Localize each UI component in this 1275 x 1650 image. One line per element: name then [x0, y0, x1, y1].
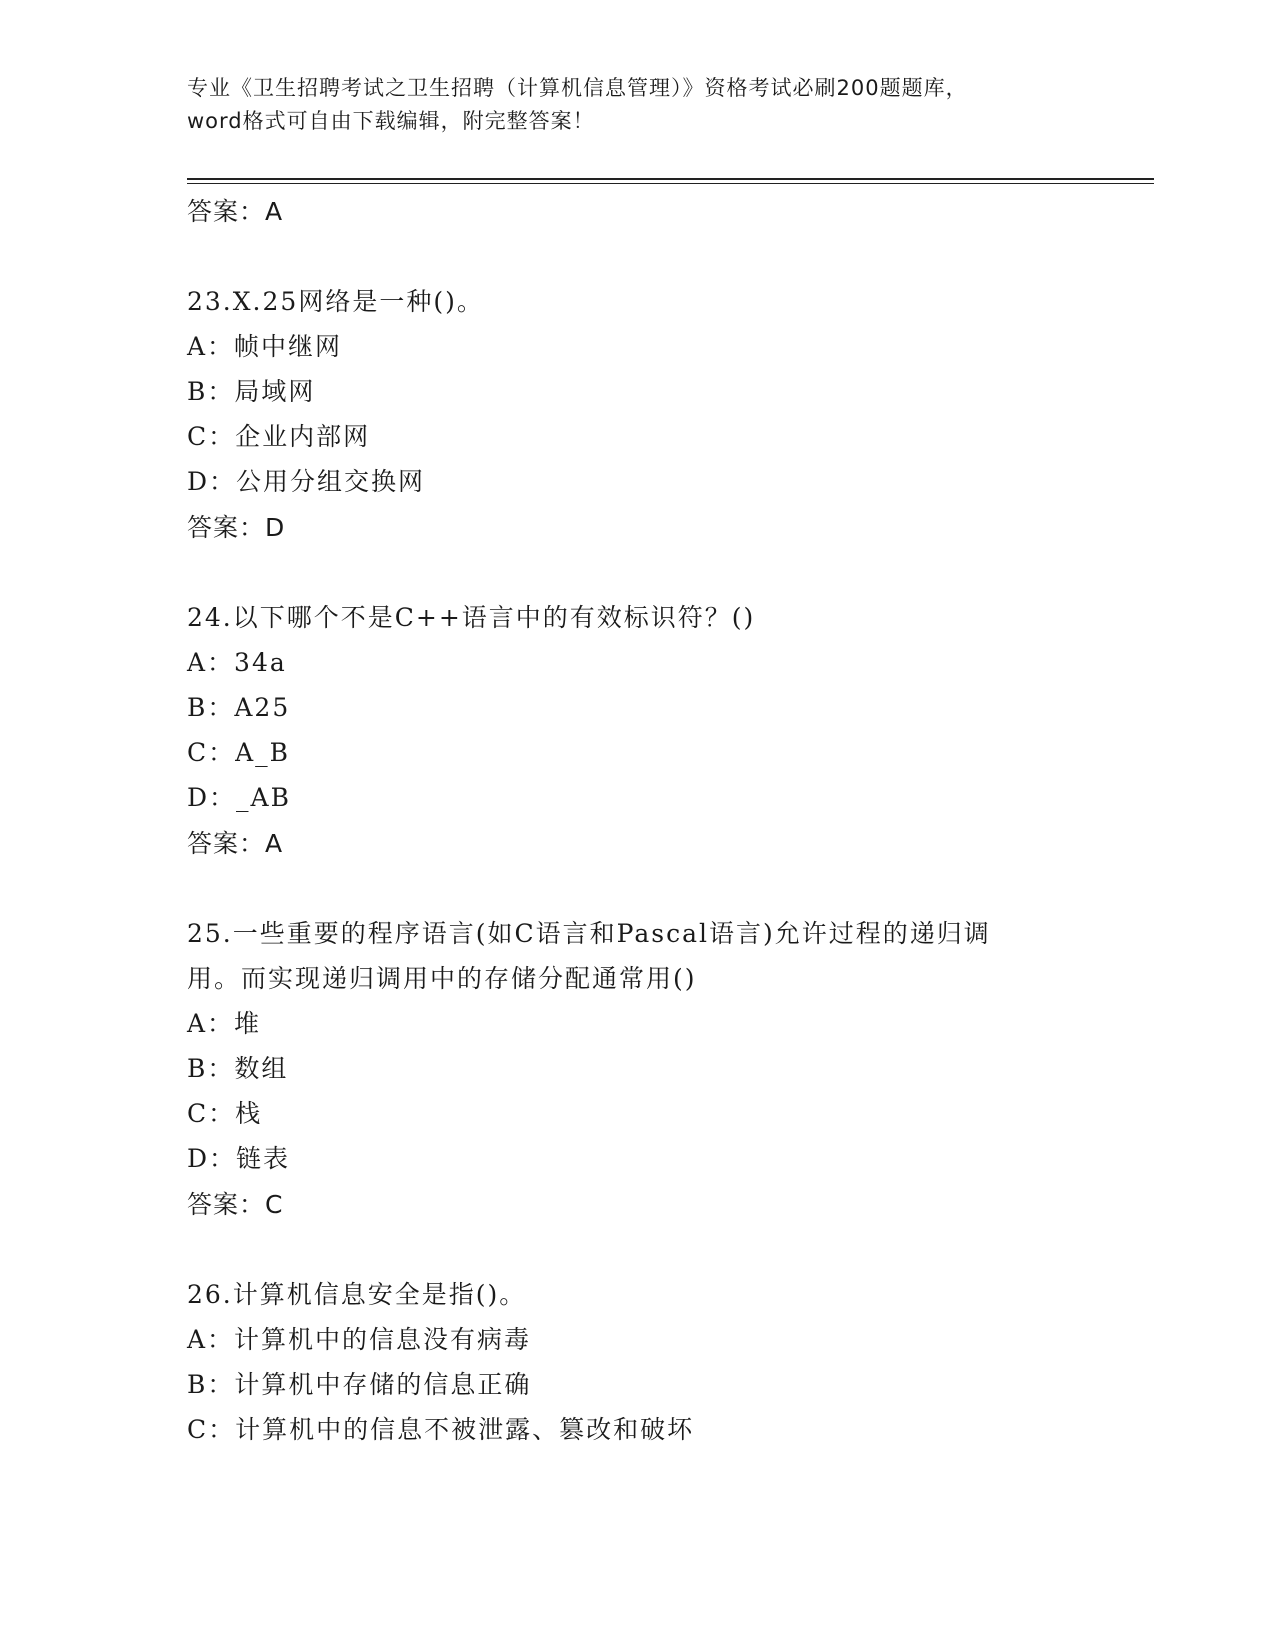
option-25-a: A：堆	[187, 1009, 262, 1038]
question-26: 26.计算机信息安全是指()。	[187, 1280, 527, 1309]
question-24: 24.以下哪个不是C++语言中的有效标识符？()	[187, 603, 756, 632]
option-23-d: D：公用分组交换网	[187, 467, 426, 496]
header-line-2: word格式可自由下载编辑，附完整答案！	[187, 109, 595, 133]
answer-23: 答案：D	[187, 513, 286, 542]
header-line-1: 专业《卫生招聘考试之卫生招聘（计算机信息管理）》资格考试必刷200题题库，	[187, 76, 968, 100]
option-25-b: B：数组	[187, 1054, 289, 1083]
option-25-c: C：栈	[187, 1099, 263, 1128]
question-25-line-1: 25.一些重要的程序语言(如C语言和Pascal语言)允许过程的递归调	[187, 919, 991, 948]
option-26-b: B：计算机中存储的信息正确	[187, 1370, 532, 1399]
option-26-c: C：计算机中的信息不被泄露、篡改和破坏	[187, 1415, 695, 1444]
answer-25: 答案：C	[187, 1190, 284, 1219]
answer-22: 答案：A	[187, 197, 284, 226]
option-26-a: A：计算机中的信息没有病毒	[187, 1325, 532, 1354]
option-25-d: D：链表	[187, 1144, 291, 1173]
option-24-d: D：_AB	[187, 783, 291, 812]
question-23: 23.X.25网络是一种()。	[187, 287, 484, 316]
option-23-b: B：局域网	[187, 377, 316, 406]
option-24-b: B：A25	[187, 693, 291, 722]
option-23-a: A：帧中继网	[187, 332, 343, 361]
document-header	[187, 72, 1087, 138]
header-rule-thick	[187, 178, 1154, 180]
option-23-c: C：企业内部网	[187, 422, 371, 451]
header-rule-thin	[187, 183, 1154, 184]
option-24-c: C：A_B	[187, 738, 291, 767]
answer-24: 答案：A	[187, 829, 284, 858]
question-25-line-2: 用。而实现递归调用中的存储分配通常用()	[187, 964, 697, 993]
option-24-a: A：34a	[187, 648, 287, 677]
